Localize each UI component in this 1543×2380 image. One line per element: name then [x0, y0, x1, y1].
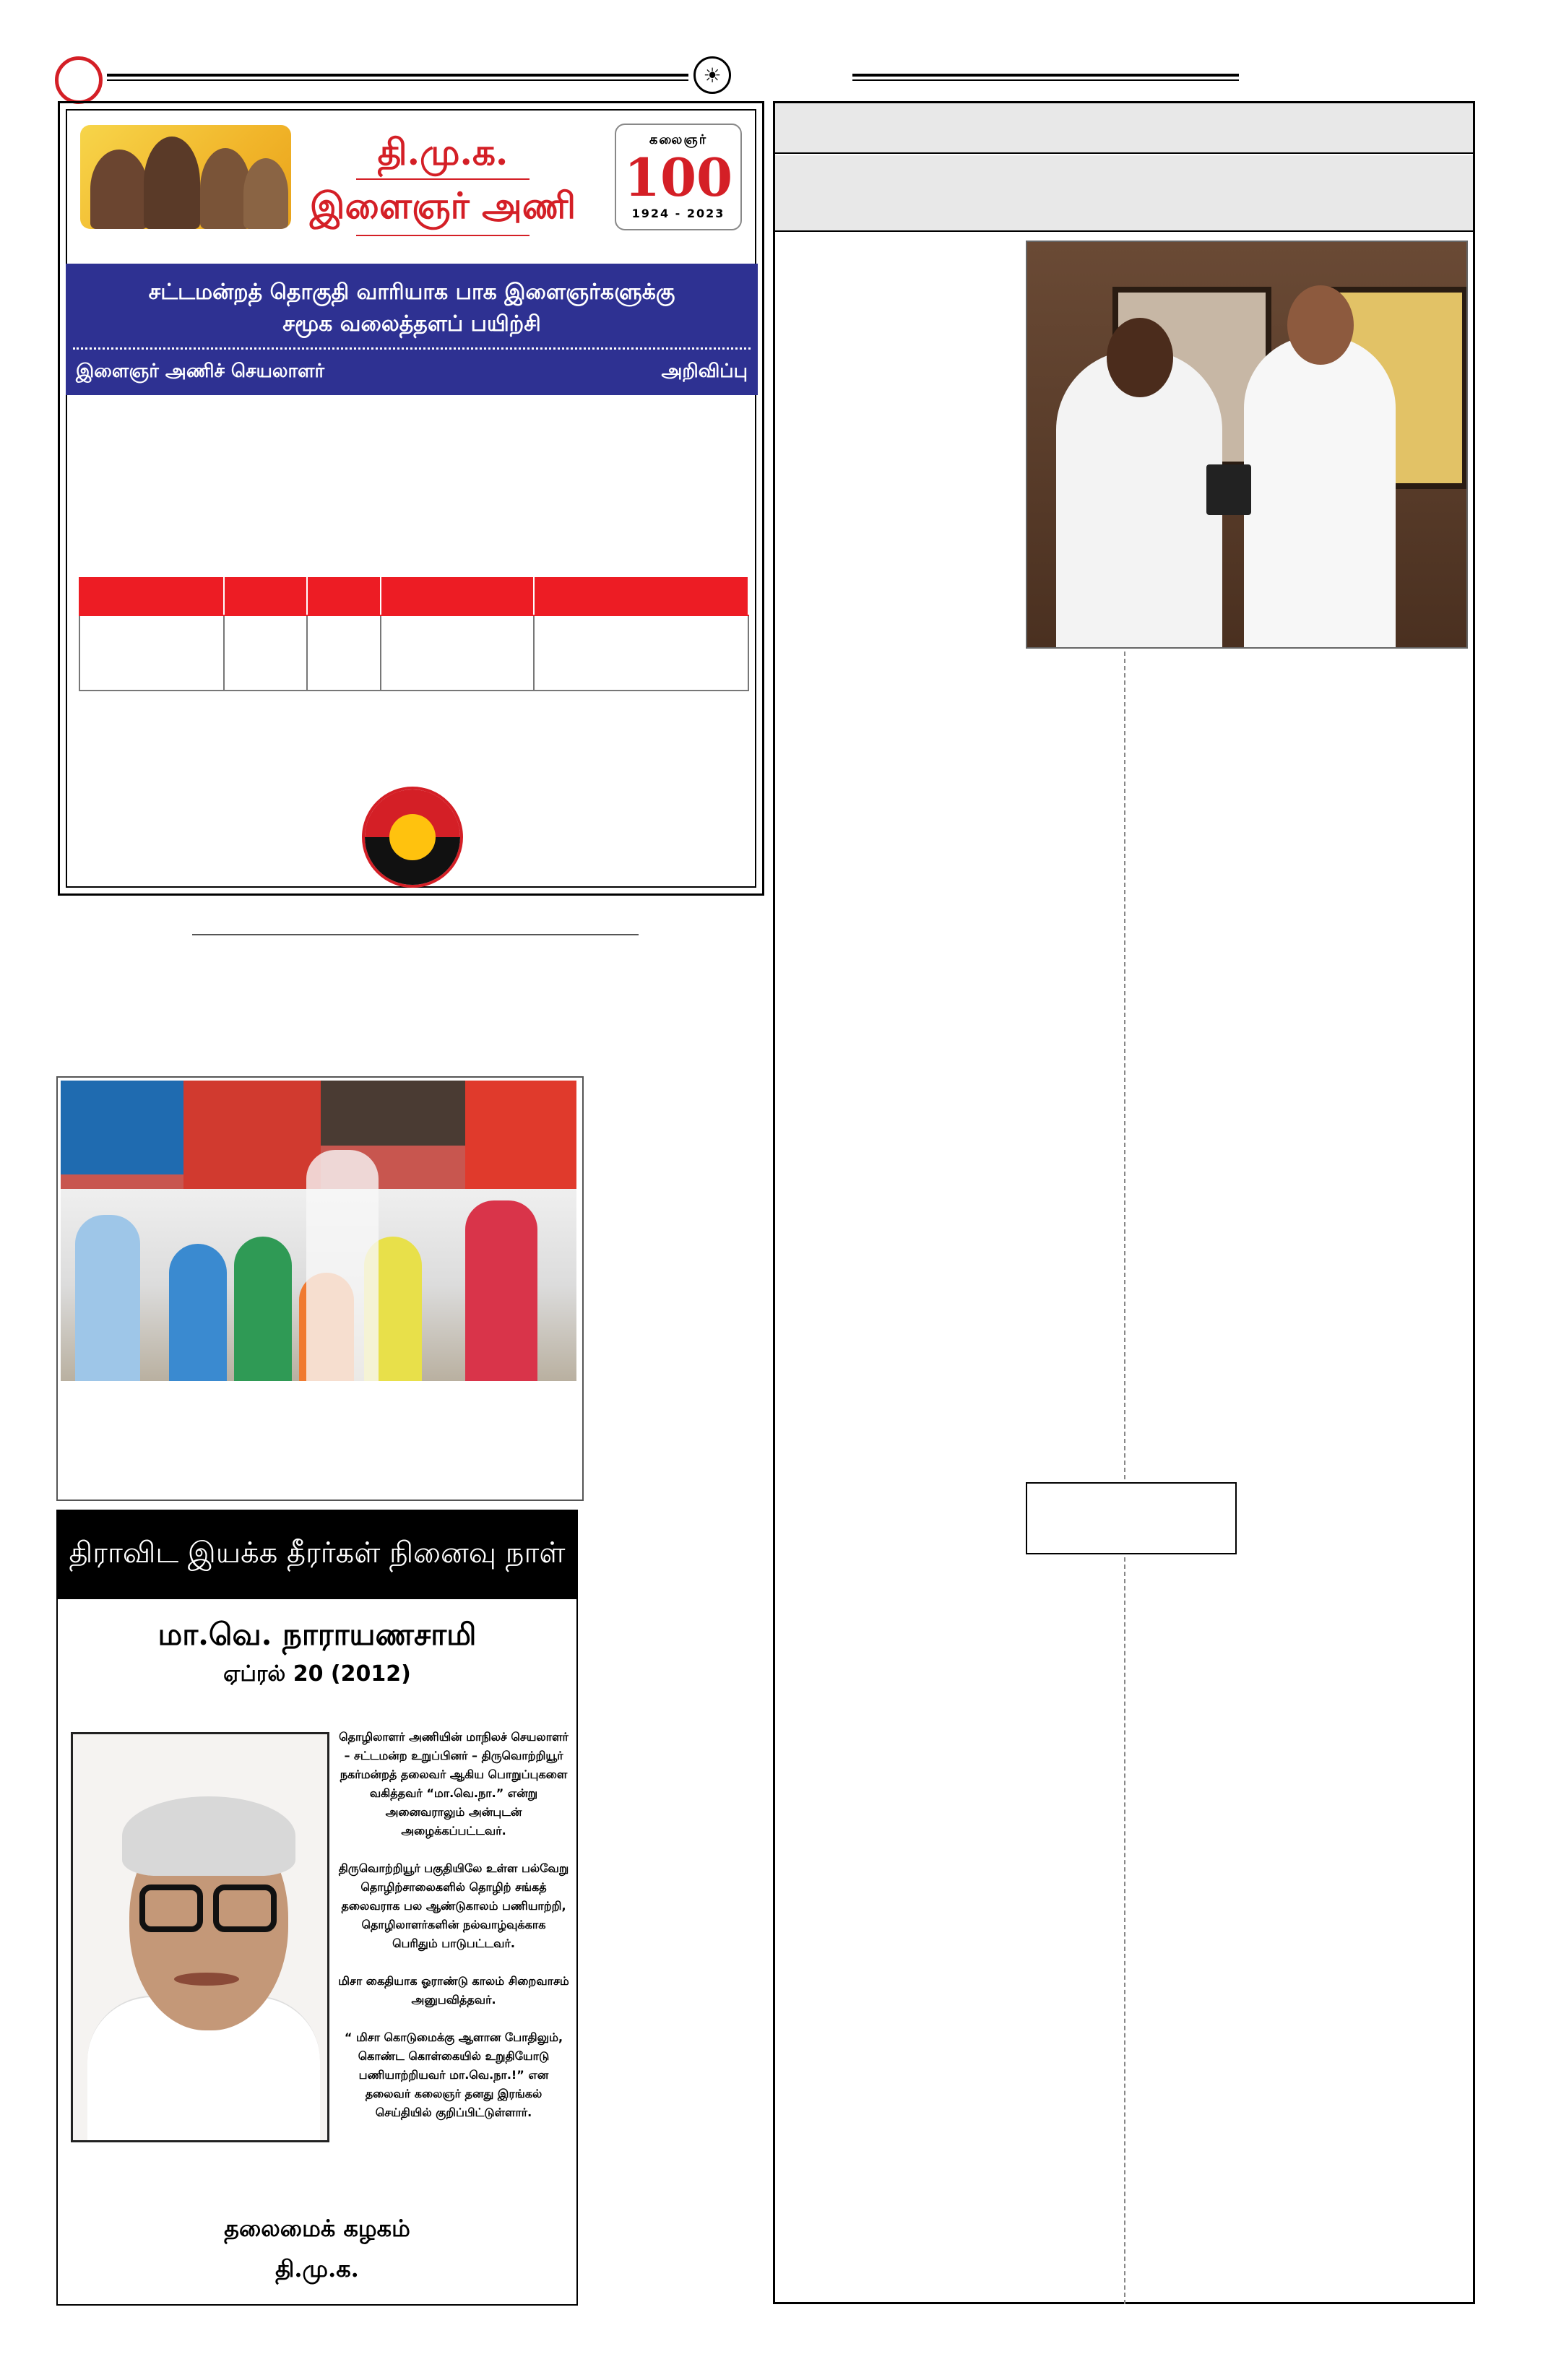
leaders-photo-panel [80, 125, 291, 229]
memento [1206, 464, 1251, 515]
memorial-text [338, 1728, 569, 2141]
memorial-date: ஏப்ரல் 20 (2012) [223, 1661, 411, 1687]
memorial-portrait [71, 1732, 329, 2142]
schedule-table-header [79, 578, 748, 615]
section-divider [192, 934, 639, 935]
memorial-paragraph: தொழிலாளர் அணியின் மாநிலச் செயலாளர் – சட்டமன்ற உறுப்பினர் – திருவொற்றியூர் நகர்மன்றத் தலைவர் ஆகிய பொறுப்புகளை வகித்தவர் “மா.வெ.நா.” என்று அனைவராலும் அன்புடன் அழைக்கப்பட்டவர். [339, 1730, 569, 1838]
header-rule-right [852, 74, 1239, 77]
secretary-label: இளைஞர் அணிச் செயலாளர் [76, 360, 325, 382]
memorial-footer-party: தி.மு.க. [275, 2255, 359, 2282]
youth-wing-emblem-icon [362, 787, 463, 888]
page-number-circle [55, 56, 103, 104]
memorial-name: மா.வெ. நாராயணசாமி [157, 1617, 477, 1652]
memorial-paragraph: மிசா கைதியாக ஓராண்டு காலம் சிறைவாசம் அனுபவித்தவர். [338, 1974, 569, 2007]
headline-line-1: சட்டமன்றத் தொகுதி வாரியாக பாக இளைஞர்களுக்கு [148, 280, 675, 305]
children-event-photo [61, 1081, 576, 1381]
header-rule-left-thin [107, 79, 688, 81]
party-abbreviation: தி.மு.க. [377, 131, 509, 173]
memorial-footer-org: தலைமைக் கழகம் [224, 2215, 410, 2242]
boxed-note [1026, 1482, 1237, 1554]
title-underline [356, 235, 530, 236]
memorial-paragraph: திருவொற்றியூர் பகுதியிலே உள்ள பல்வேறு தொழிற்சாலைகளில் தொழிற் சங்கத் தலைவராக பல ஆண்டுகாலம் பணியாற்றி, தொழிலாளர்களின் நல்வாழ்வுக்காக பெரிதும் பாடுபட்டவர். [338, 1861, 569, 1950]
title-divider [356, 178, 530, 180]
kalaignar-label: கலைஞர் [649, 132, 708, 147]
article-subheader-strip [775, 155, 1473, 232]
rising-sun-logo-icon: ☀ [693, 56, 731, 94]
header-rule-right-thin [852, 79, 1239, 81]
chief-minister-photo [1026, 241, 1468, 649]
centenary-number: 100 [623, 147, 733, 208]
column-divider [1124, 1557, 1125, 2304]
header-rule-left [107, 74, 688, 77]
kalaignar-100-logo [615, 124, 742, 230]
notice-label: அறிவிப்பு [661, 360, 748, 382]
column-divider [1124, 652, 1125, 1479]
dotted-divider [73, 347, 751, 350]
headline-line-2: சமூக வலைத்தளப் பயிற்சி [282, 311, 541, 337]
centenary-years: 1924 - 2023 [631, 207, 725, 220]
youth-wing-notice [58, 101, 764, 896]
schedule-table [79, 577, 749, 691]
schedule-table-row [79, 615, 748, 691]
notice-headline [66, 277, 758, 340]
article-header-strip [775, 103, 1473, 154]
notice-headline-band [66, 264, 758, 395]
memorial-paragraph: “ மிசா கொடுமைக்கு ஆளான போதிலும், கொண்ட கொள்கையில் உறுதியோடு பணியாற்றியவர் மா.வெ.நா.!” என தலைவர் கலைஞர் தனது இரங்கல் செய்தியில் குறிப்பிட்டுள்ளார். [344, 2030, 563, 2119]
wing-name: இளைஞர் அணி [309, 184, 576, 227]
memorial-heading: திராவிட இயக்க தீரர்கள் நினைவு நாள் [56, 1510, 578, 1599]
